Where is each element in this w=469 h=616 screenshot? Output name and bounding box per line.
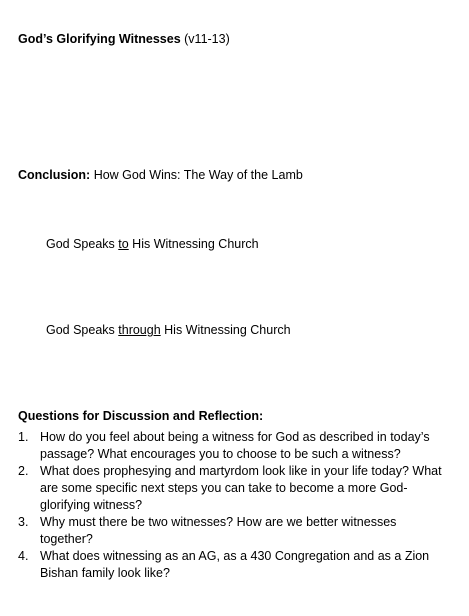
point-speaks-to-church	[46, 236, 259, 253]
heading-verse-reference: (v11-13)	[180, 32, 230, 46]
conclusion-text: How God Wins: The Way of the Lamb	[90, 168, 303, 182]
point-text-before: God Speaks	[46, 323, 119, 337]
question-number: 4.	[18, 549, 29, 563]
section-heading-conclusion	[18, 167, 303, 184]
question-text: How do you feel about being a witness for God as described in today’s passage? What encourages you to choose to be such a witness?	[40, 430, 430, 461]
question-number: 1.	[18, 430, 29, 444]
list-item	[18, 548, 448, 582]
questions-heading: Questions for Discussion and Reflection:	[18, 409, 264, 423]
point-text-before: God Speaks	[46, 237, 119, 251]
conclusion-label: Conclusion:	[18, 168, 91, 182]
point-emphasis: through	[118, 323, 161, 337]
list-item	[18, 463, 448, 514]
questions-list	[18, 429, 448, 582]
question-text: What does witnessing as an AG, as a 430 Congregation and as a Zion Bishan family look like?	[40, 549, 430, 580]
list-item	[18, 514, 448, 548]
question-text: What does prophesying and martyrdom look like in your life today? What are some specific next steps you can take to become a more God-glorifying witness?	[40, 464, 442, 512]
question-number: 2.	[18, 464, 29, 478]
point-speaks-through-church	[46, 322, 291, 339]
point-text-after: His Witnessing Church	[128, 237, 259, 251]
section-heading-glorifying-witnesses	[18, 31, 230, 48]
point-emphasis: to	[118, 237, 129, 251]
list-item	[18, 429, 448, 463]
heading-title: God’s Glorifying Witnesses	[18, 32, 181, 46]
question-number: 3.	[18, 515, 29, 529]
point-text-after: His Witnessing Church	[160, 323, 291, 337]
question-text: Why must there be two witnesses? How are we better witnesses together?	[40, 515, 397, 546]
